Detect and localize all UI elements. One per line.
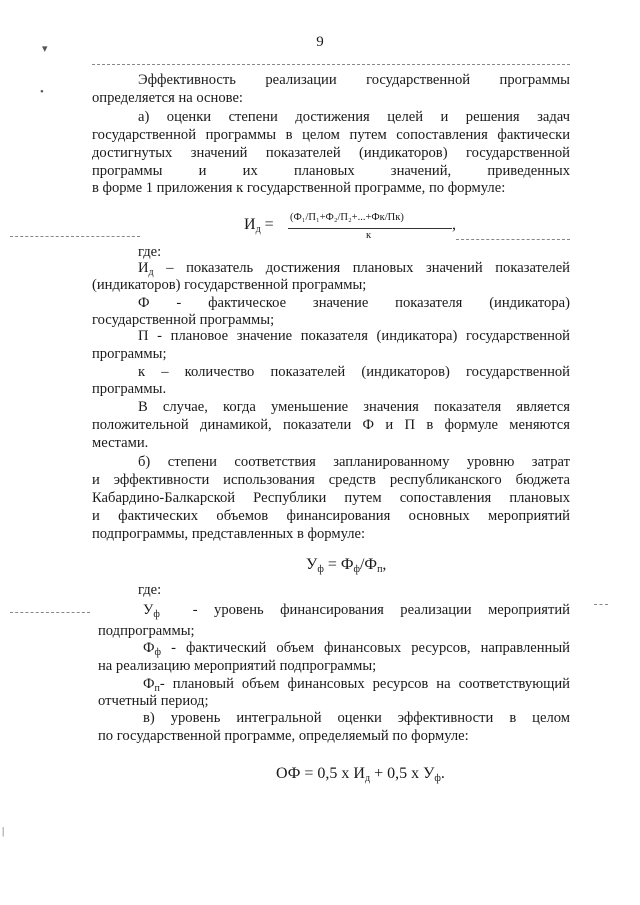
- text-line: а) оценки степени достижения целей и решения задач: [138, 109, 570, 125]
- text-line: на реализацию мероприятий подпрограммы;: [98, 658, 377, 674]
- text-line: Кабардино-Балкарской Республики путем сопоставления плановых: [92, 490, 570, 506]
- symbol-F: Ф: [143, 640, 155, 656]
- text-line: программы.: [92, 381, 167, 397]
- text-line: отчетный период;: [98, 693, 209, 709]
- symbol-sub: ф: [153, 609, 160, 620]
- text-line: программы и их плановых значений, приведенных: [92, 163, 570, 179]
- text-line: $И_д$ – показатель достижения плановых значений показателей: [138, 260, 570, 278]
- scan-mark: ▾: [42, 43, 48, 55]
- formula-tail: ,: [452, 216, 456, 233]
- text-line: $У_ф$ - уровень финансирования реализации мероприятий: [143, 602, 570, 620]
- text-line: местами.: [92, 435, 149, 451]
- formula-denominator: к: [366, 230, 372, 241]
- text-line: $Ф_п-$ плановый объем финансовых ресурсов на соответствующий: [143, 676, 570, 694]
- scan-rule: [10, 612, 90, 613]
- text-line: $Ф_ф$ - фактический объем финансовых ресурсов, направленный: [143, 640, 570, 658]
- formula-achievement-index: $И_д$ =: [244, 216, 274, 235]
- text-line: и эффективности использования средств республиканского бюджета: [92, 472, 570, 488]
- symbol-I: И: [138, 260, 149, 276]
- symbol-F: Ф: [143, 676, 155, 692]
- fraction-bar: [288, 228, 452, 229]
- text-line: государственной программы;: [92, 312, 275, 328]
- text-line: подпрограммы, представленных в формуле:: [92, 526, 366, 542]
- symbol-sub: ф: [154, 647, 162, 658]
- text-line: достигнутых значений показателей (индикаторов) государственной: [92, 145, 570, 161]
- text-line: программы;: [92, 346, 167, 362]
- text-line: Ф - фактическое значение показателя (индикатора): [138, 295, 570, 311]
- text-line: (индикаторов) государственной программы;: [92, 277, 367, 293]
- formula-funding-level: $У_ф = Ф_ф/Ф_п$,: [306, 556, 387, 575]
- text-line: П - плановое значение показателя (индикатора) государственной: [138, 328, 570, 344]
- symbol-sub: п: [154, 683, 160, 694]
- top-rule: [92, 64, 570, 65]
- formula-numerator: (Ф₁/П₁+Ф₂/П₂+...+Фк/Пк): [290, 212, 404, 223]
- text-line: подпрограммы;: [98, 623, 195, 639]
- scan-mark: •: [40, 86, 44, 98]
- text-line: и фактических объемов финансирования основных мероприятий: [92, 508, 570, 524]
- text-line: определяется на основе:: [92, 90, 243, 106]
- text-line: к – количество показателей (индикаторов) государственной: [138, 364, 570, 380]
- text-line: б) степени соответствия запланированному уровню затрат: [138, 454, 570, 470]
- scan-rule: [594, 604, 608, 605]
- symbol-sub: д: [148, 267, 154, 278]
- text-line: положительной динамикой, показатели Ф и П в формуле меняются: [92, 417, 570, 433]
- text-line: в) уровень интегральной оценки эффективности в целом: [143, 710, 570, 726]
- text-line: где:: [138, 244, 162, 260]
- scan-mark: |: [2, 825, 5, 837]
- text-line: где:: [138, 582, 162, 598]
- text-line: по государственной программе, определяемый по формуле:: [98, 728, 469, 744]
- text-line: государственной программы в целом путем сопоставления фактически: [92, 127, 570, 143]
- scan-rule: [456, 239, 570, 240]
- scan-rule: [10, 236, 140, 237]
- formula-integral-score: ОФ = 0,5 х $И_д + 0,5$ х $У_ф$.: [276, 765, 445, 784]
- text-line: Эффективность реализации государственной программы: [138, 72, 570, 88]
- symbol-U: У: [143, 602, 154, 618]
- text-line: В случае, когда уменьшение значения показателя является: [138, 399, 570, 415]
- text-line: в форме 1 приложения к государственной программе, по формуле:: [92, 180, 506, 196]
- page-number: 9: [316, 34, 324, 50]
